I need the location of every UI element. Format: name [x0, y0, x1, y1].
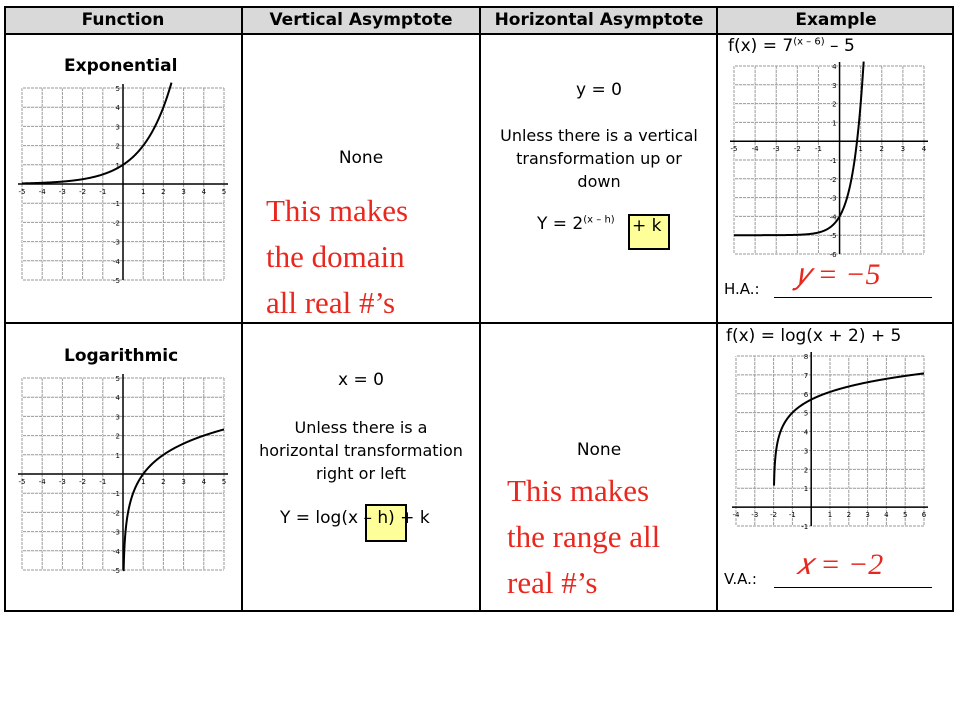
- x-tick-label: 2: [879, 145, 885, 154]
- y-tick-label: -5: [113, 277, 120, 285]
- x-tick-label: -3: [58, 478, 66, 486]
- logarithmic-graph: [12, 368, 234, 580]
- domain-note: This makes the domain all real #’s: [266, 193, 409, 320]
- y-tick-label: 4: [115, 104, 120, 113]
- y-tick-label: 5: [115, 375, 120, 383]
- header-example: Example: [718, 6, 954, 34]
- exponential-ha-note: Unless there is a vertical transformation up or down: [500, 126, 698, 191]
- x-tick-label: -2: [79, 188, 87, 196]
- exponential-formula: $Y = 2^{(x - h)}$: [537, 214, 615, 234]
- y-tick-label: 3: [832, 81, 837, 90]
- y-tick-label: 7: [803, 371, 809, 380]
- x-tick-label: 4: [884, 511, 889, 520]
- y-tick-label: -1: [829, 157, 837, 165]
- y-tick-label: 4: [832, 63, 837, 71]
- x-tick-label: 3: [900, 145, 906, 154]
- asymptote-table: [4, 6, 954, 612]
- y-tick-label: 1: [115, 161, 120, 170]
- y-tick-label: 5: [115, 85, 120, 93]
- exponential-example-graph: [726, 58, 932, 262]
- y-tick-label: -2: [113, 509, 120, 518]
- y-tick-label: -4: [113, 257, 120, 266]
- x-tick-label: -1: [788, 511, 796, 520]
- y-tick-label: 4: [115, 394, 120, 403]
- x-tick-label: -4: [38, 188, 46, 196]
- y-tick-label: -1: [801, 523, 809, 531]
- x-tick-label: -3: [751, 511, 759, 520]
- x-tick-label: -1: [99, 188, 107, 196]
- exponential-example-function: $f(x) = 7^{(x - 6)} - 5$: [728, 36, 855, 56]
- x-tick-label: -4: [38, 478, 46, 486]
- logarithmic-va-note: Unless there is a horizontal transformation right or left: [259, 418, 463, 483]
- y-tick-label: 3: [803, 447, 809, 456]
- logarithmic-title: Logarithmic: [64, 346, 179, 366]
- x-tick-label: 1: [858, 145, 863, 154]
- x-tick-label: 5: [902, 511, 908, 520]
- exponential-curve: [22, 83, 171, 184]
- va-label: V.A.:: [724, 570, 757, 588]
- x-tick-label: -5: [730, 145, 738, 154]
- x-tick-label: 2: [846, 511, 852, 520]
- x-tick-label: -3: [58, 188, 66, 196]
- logarithmic-formula: Y = log(x – h) + k: [280, 508, 430, 528]
- x-tick-label: -4: [732, 511, 740, 520]
- x-tick-label: -5: [18, 478, 26, 486]
- exponential-vertical-asymptote: None: [338, 148, 384, 168]
- x-tick-label: 6: [921, 511, 927, 520]
- y-tick-label: 4: [803, 428, 809, 437]
- exponential-formula-k: + k: [632, 216, 662, 236]
- x-tick-label: 5: [221, 478, 227, 486]
- x-tick-label: 4: [201, 188, 207, 196]
- x-tick-label: 1: [140, 478, 146, 486]
- ha-label: H.A.:: [724, 280, 760, 298]
- x-tick-label: 4: [201, 478, 207, 486]
- y-tick-label: 2: [115, 142, 120, 151]
- x-tick-label: 3: [181, 478, 186, 486]
- logarithmic-example-graph: [728, 348, 932, 534]
- x-tick-label: 1: [140, 188, 146, 196]
- exponential-graph: [12, 78, 234, 290]
- y-tick-label: 1: [803, 485, 809, 494]
- x-tick-label: -2: [793, 145, 801, 154]
- x-tick-label: -3: [772, 145, 780, 154]
- y-tick-label: 1: [115, 451, 120, 460]
- y-tick-label: 6: [803, 390, 809, 399]
- y-tick-label: 5: [803, 409, 809, 418]
- y-tick-label: 2: [832, 100, 837, 109]
- x-tick-label: -4: [751, 145, 759, 154]
- y-tick-label: -5: [829, 232, 837, 241]
- x-tick-label: 2: [161, 478, 166, 486]
- x-tick-label: 4: [921, 145, 927, 154]
- ha-answer: 𝑦 = −5: [796, 258, 881, 291]
- exponential-title: Exponential: [64, 56, 178, 76]
- x-tick-label: 3: [181, 188, 186, 196]
- y-tick-label: 3: [115, 413, 120, 422]
- x-tick-label: 2: [161, 188, 166, 196]
- y-tick-label: 8: [803, 353, 809, 361]
- y-tick-label: -3: [829, 194, 837, 203]
- y-tick-label: 2: [115, 432, 120, 441]
- y-tick-label: -6: [829, 251, 837, 259]
- header-vertical-asymptote: Vertical Asymptote: [242, 6, 480, 34]
- va-answer: 𝑥 = −2: [796, 548, 884, 581]
- logarithmic-example-function: f(x) = log(x + 2) + 5: [726, 326, 902, 346]
- header-horizontal-asymptote: Horizontal Asymptote: [480, 6, 718, 34]
- y-tick-label: 3: [115, 123, 120, 132]
- exponential-horizontal-asymptote: y = 0: [576, 80, 622, 100]
- y-tick-label: -2: [829, 175, 837, 184]
- x-tick-label: -2: [79, 478, 87, 486]
- range-note: This makes the range all real #’s: [507, 473, 661, 600]
- y-tick-label: -3: [113, 238, 120, 247]
- x-tick-label: -1: [814, 145, 822, 154]
- x-tick-label: -5: [18, 188, 26, 196]
- header-function: Function: [4, 6, 242, 34]
- y-tick-label: -3: [113, 528, 120, 537]
- y-tick-label: 2: [803, 466, 809, 475]
- x-tick-label: -2: [770, 511, 778, 520]
- y-tick-label: -1: [113, 200, 120, 209]
- y-tick-label: -2: [113, 219, 120, 228]
- x-tick-label: -1: [99, 478, 107, 486]
- y-tick-label: -1: [113, 490, 120, 499]
- logarithmic-vertical-asymptote: x = 0: [338, 370, 384, 390]
- y-tick-label: 1: [832, 119, 837, 128]
- y-tick-label: -5: [113, 567, 120, 575]
- x-tick-label: 1: [827, 511, 833, 520]
- x-tick-label: 5: [221, 188, 227, 196]
- x-tick-label: 3: [865, 511, 870, 520]
- y-tick-label: -4: [113, 547, 120, 556]
- y-tick-label: -4: [829, 213, 837, 222]
- logarithmic-curve: [124, 429, 227, 571]
- logarithmic-horizontal-asymptote: None: [576, 440, 622, 460]
